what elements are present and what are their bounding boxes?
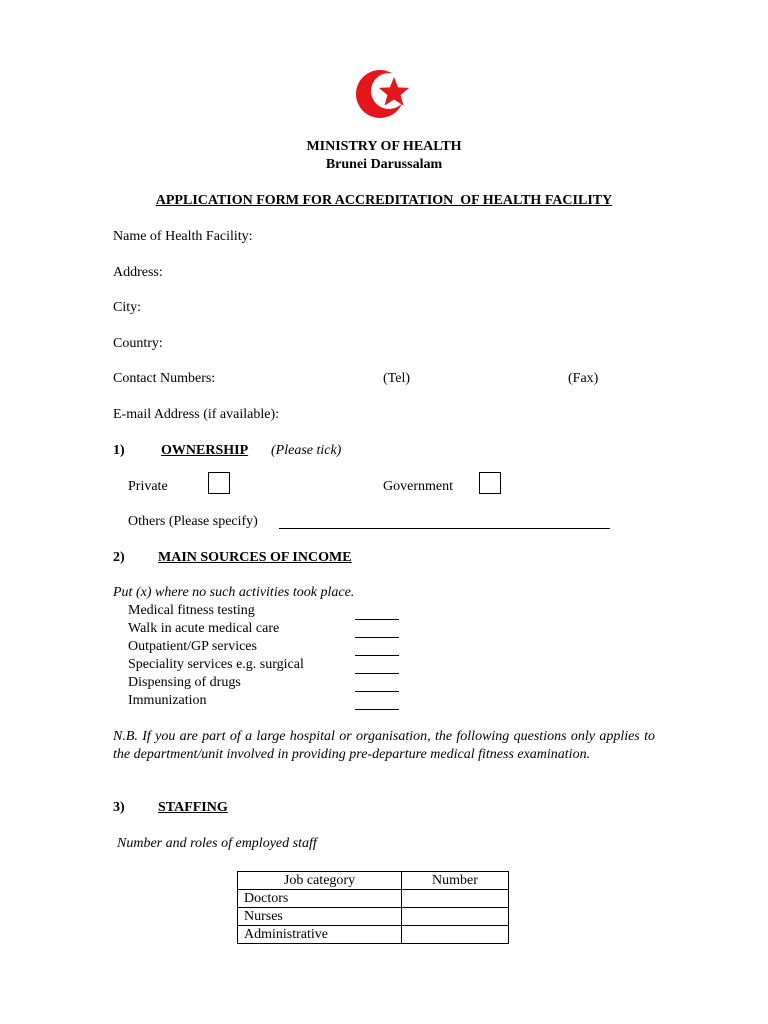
number-cell[interactable] (402, 908, 509, 926)
income-blank[interactable] (355, 619, 399, 620)
number-cell[interactable] (402, 890, 509, 908)
staffing-subtitle: Number and roles of employed staff (117, 836, 317, 851)
private-label: Private (128, 479, 168, 494)
email-label: E-mail Address (if available): (113, 407, 279, 422)
others-input-line[interactable] (279, 528, 610, 529)
job-category-cell: Administrative (238, 926, 402, 944)
list-item: Outpatient/GP services (128, 639, 257, 654)
income-blank[interactable] (355, 637, 399, 638)
form-title-wrap (0, 193, 768, 209)
nb-note: N.B. If you are part of a large hospital or organisation, the following questions only applies to the department/unit involved in providing pre-departure medical fitness examination. (113, 729, 655, 762)
number-cell[interactable] (402, 926, 509, 944)
city-label: City: (113, 300, 142, 315)
contact-numbers-label: Contact Numbers: (113, 371, 216, 386)
job-category-cell: Doctors (238, 890, 402, 908)
tel-label: (Tel) (383, 371, 411, 386)
income-heading: MAIN SOURCES OF INCOME (158, 550, 352, 565)
ministry-title: MINISTRY OF HEALTH (306, 139, 462, 154)
table-row (238, 908, 509, 926)
income-blank[interactable] (355, 691, 399, 692)
country-subtitle: Brunei Darussalam (325, 157, 443, 172)
country-label: Country: (113, 336, 163, 351)
income-blank[interactable] (355, 673, 399, 674)
section-3-number: 3) (113, 800, 125, 815)
others-label: Others (Please specify) (128, 514, 258, 529)
government-checkbox[interactable] (479, 472, 501, 494)
table-row (238, 890, 509, 908)
fax-label: (Fax) (568, 371, 599, 386)
address-label: Address: (113, 265, 163, 280)
income-blank[interactable] (355, 709, 399, 710)
column-header: Job category (238, 872, 402, 890)
ownership-hint: (Please tick) (271, 443, 342, 458)
job-category-cell: Nurses (238, 908, 402, 926)
form-title: APPLICATION FORM FOR ACCREDITATION OF HEALTH FACILITY (155, 193, 613, 208)
section-1-number: 1) (113, 443, 125, 458)
facility-name-label: Name of Health Facility: (113, 229, 253, 244)
list-item: Walk in acute medical care (128, 621, 280, 636)
table-row (238, 926, 509, 944)
section-2-number: 2) (113, 550, 125, 565)
income-instruction: Put (x) where no such activities took place. (113, 585, 355, 600)
list-item: Dispensing of drugs (128, 675, 241, 690)
list-item: Speciality services e.g. surgical (128, 657, 304, 672)
table-header-row (238, 872, 509, 890)
ownership-heading: OWNERSHIP (161, 443, 249, 458)
column-header: Number (402, 872, 509, 890)
staffing-heading: STAFFING (158, 800, 228, 815)
private-checkbox[interactable] (208, 472, 230, 494)
crescent-star-icon (352, 62, 416, 126)
government-label: Government (383, 479, 453, 494)
list-item: Immunization (128, 693, 207, 708)
list-item: Medical fitness testing (128, 603, 255, 618)
income-blank[interactable] (355, 655, 399, 656)
staffing-table (237, 871, 509, 944)
